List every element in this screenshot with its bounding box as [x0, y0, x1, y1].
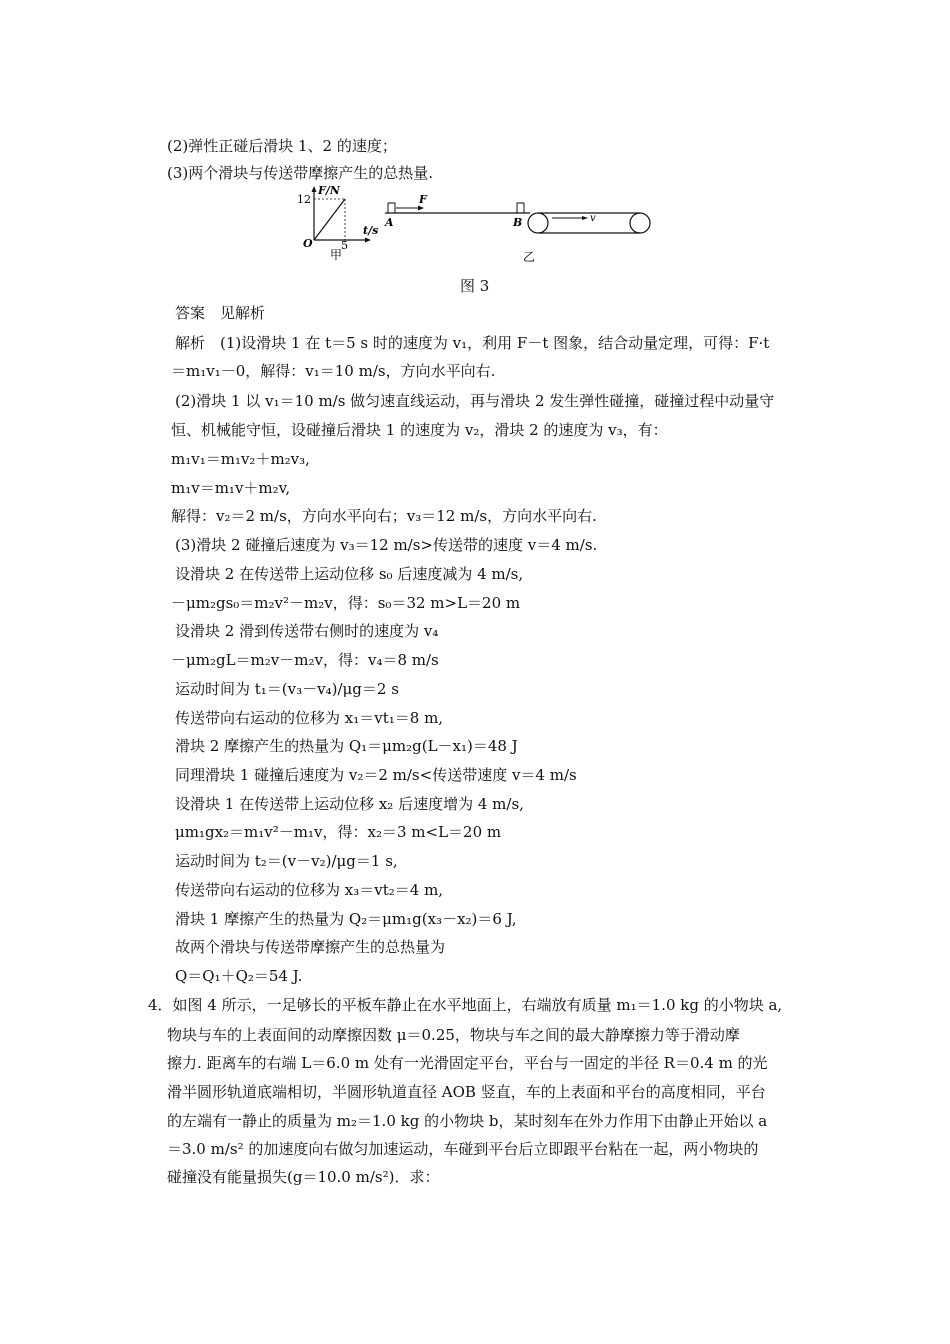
problem-4-line: 的左端有一静止的质量为 m₂＝1.0 kg 的小物块 b，某时刻车在外力作用下由静止开始以 a [167, 1112, 768, 1130]
solution-line: 设滑块 2 在传送带上运动位移 s₀ 后速度减为 4 m/s, [175, 565, 524, 583]
right-pulley [630, 213, 650, 233]
block-1 [388, 203, 395, 213]
block-2 [517, 203, 524, 213]
solution-line: 解得：v₂＝2 m/s，方向水平向右；v₃＝12 m/s，方向水平向右. [171, 507, 597, 525]
solution-line: 设滑块 1 在传送带上运动位移 x₂ 后速度增为 4 m/s, [175, 795, 524, 813]
y-tick-label: 12 [297, 193, 311, 206]
chart-jia [297, 185, 378, 262]
answer-line: 答案 见解析 [175, 304, 266, 322]
solution-line: Q＝Q₁＋Q₂＝54 J. [175, 967, 303, 985]
solution-line: 滑块 1 摩擦产生的热量为 Q₂＝μm₁g(x₃－x₂)＝6 J, [175, 910, 517, 928]
figure-caption: 图 3 [460, 277, 490, 295]
solution-line: (2)滑块 1 以 v₁＝10 m/s 做匀速直线运动，再与滑块 2 发生弹性碰撞，碰撞过程中动量守 [175, 392, 775, 410]
y-axis-label: F/N [318, 185, 340, 197]
point-a-label: A [385, 216, 394, 229]
x-axis-label: t/s [363, 224, 379, 237]
solution-line: 运动时间为 t₂＝(v－v₂)/μg＝1 s, [175, 852, 398, 870]
solution-line: 设滑块 2 滑到传送带右侧时的速度为 v₄ [175, 622, 439, 640]
solution-line: ＝m₁v₁－0，解得：v₁＝10 m/s，方向水平向右. [171, 362, 496, 380]
x-tick-label: 5 [341, 239, 348, 252]
chart-jia-caption: 甲 [330, 248, 343, 262]
problem-4-line: 滑半圆形轨道底端相切，半圆形轨道直径 AOB 竖直，车的上表面和平台的高度相同，平台 [167, 1083, 766, 1101]
solution-line: 传送带向右运动的位移为 x₁＝vt₁＝8 m, [175, 709, 444, 727]
question-2: (2)弹性正碰后滑块 1、2 的速度； [167, 137, 397, 155]
solution-line: m₁v＝m₁v＋m₂v, [171, 479, 291, 497]
solution-line: 同理滑块 1 碰撞后速度为 v₂＝2 m/s<传送带速度 v＝4 m/s [175, 766, 577, 784]
solution-line: －μm₂gL＝m₂v－m₂v，得：v₄＝8 m/s [171, 651, 439, 669]
velocity-label: v [590, 213, 596, 224]
question-3: (3)两个滑块与传送带摩擦产生的总热量. [167, 164, 434, 182]
solution-line: 运动时间为 t₁＝(v₃－v₄)/μg＝2 s [175, 680, 399, 698]
force-label: F [419, 193, 427, 206]
origin-label: O [303, 237, 313, 250]
point-b-label: B [513, 216, 523, 229]
problem-4-line: ＝3.0 m/s² 的加速度向右做匀加速运动，车碰到平台后立即跟平台粘在一起，两小物块的 [167, 1140, 759, 1158]
solution-line: 滑块 2 摩擦产生的热量为 Q₁＝μm₂g(L－x₁)＝48 J [175, 737, 518, 755]
problem-4-line: 4．如图 4 所示，一足够长的平板车静止在水平地面上，右端放有质量 m₁＝1.0 kg 的小物块 a, [148, 996, 783, 1014]
chart-yi [384, 193, 650, 264]
problem-4-line: 碰撞没有能量损失(g＝10.0 m/s²)．求： [167, 1168, 440, 1186]
solution-line: m₁v₁＝m₁v₂＋m₂v₃, [171, 450, 310, 468]
force-time-line [314, 199, 345, 240]
solution-line: 恒、机械能守恒，设碰撞后滑块 1 的速度为 v₂，滑块 2 的速度为 v₃，有： [171, 421, 668, 439]
figure-3 [290, 185, 670, 270]
solution-line: (3)滑块 2 碰撞后速度为 v₃＝12 m/s>传送带的速度 v＝4 m/s. [175, 536, 598, 554]
solution-line: 故两个滑块与传送带摩擦产生的总热量为 [175, 938, 446, 956]
solution-line: 传送带向右运动的位移为 x₃＝vt₂＝4 m, [175, 881, 444, 899]
problem-4-line: 擦力. 距离车的右端 L＝6.0 m 处有一光滑固定平台，平台与一固定的半径 R＝0.4 m 的光 [167, 1054, 768, 1072]
solution-line: 解析 (1)设滑块 1 在 t＝5 s 时的速度为 v₁，利用 F－t 图象，结合动量定理，可得：F·t [175, 334, 770, 352]
solution-line: －μm₂gs₀＝m₂v²－m₂v，得：s₀＝32 m>L＝20 m [171, 594, 521, 612]
left-pulley [528, 213, 548, 233]
solution-line: μm₁gx₂＝m₁v²－m₁v，得：x₂＝3 m<L＝20 m [175, 823, 502, 841]
chart-yi-caption: 乙 [523, 250, 536, 264]
problem-4-line: 物块与车的上表面间的动摩擦因数 μ＝0.25，物块与车之间的最大静摩擦力等于滑动摩 [167, 1026, 740, 1044]
